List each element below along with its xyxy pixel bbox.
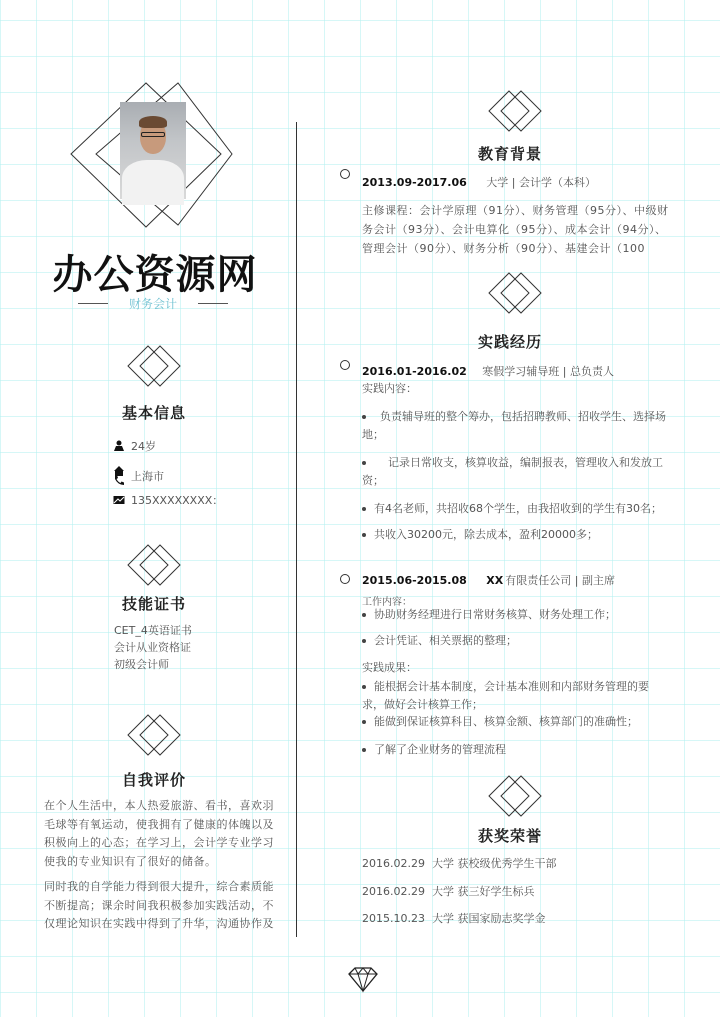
skill-item: 初级会计师 — [114, 658, 169, 671]
award-item: 2015.10.23 大学 获国家励志奖学金 — [362, 912, 546, 925]
practice-2-detail: 有限责任公司 | 副主席 — [505, 574, 615, 587]
practice-2-result-bullet: 能根据会计基本制度，会计基本准则和内部财务管理的要求，做好会计核算工作； — [362, 680, 649, 711]
practice-2-result-bullet: 能做到保证核算科目、核算金额、核算部门的准确性； — [362, 713, 672, 731]
education-entry-header — [362, 174, 596, 190]
education-period: 2013.09-2017.06 — [362, 176, 467, 189]
divider-right — [198, 303, 228, 304]
practice-2-period: 2015.06-2015.08 — [362, 574, 467, 587]
section-title-basic-info: 基本信息 — [121, 404, 186, 422]
practice-2-bullet: 协助财务经理进行日常财务核算、财务处理工作； — [362, 606, 672, 624]
subtitle-row — [78, 295, 228, 311]
education-detail: 大学 | 会计学（本科） — [486, 176, 596, 189]
diamond-icon — [126, 343, 182, 389]
self-eval-paragraph-2: 同时我的自学能力得到很大提升，综合素质能不断提高；课余时间我积极参加实践活动，不仅理论知识在实践中得到了升华，沟通协作及 — [44, 880, 274, 930]
section-title-practice: 实践经历 — [477, 333, 542, 351]
info-mail — [113, 492, 223, 508]
practice-entry-1-header — [362, 363, 614, 379]
practice-1-period: 2016.01-2016.02 — [362, 365, 467, 378]
info-age — [113, 438, 156, 454]
timeline-node — [340, 169, 350, 179]
practice-2-content-label: 工作内容： — [362, 597, 412, 608]
practice-1-bullet: 记录日常收支，核算收益，编制报表，管理收入和发放工资； — [362, 456, 663, 487]
practice-1-bullet: 负责辅导班的整个筹办，包括招聘教师、招收学生、选择场地； — [362, 410, 666, 441]
diamond-icon — [487, 88, 543, 134]
practice-entry-2-header — [362, 572, 615, 588]
resume-name: 办公资源网 — [52, 252, 258, 298]
mail-value: 135XXXXXXXX： — [131, 494, 224, 507]
profile-photo — [120, 102, 186, 199]
education-courses: 主修课程：会计学原理（91分）、财务管理（95分）、中级财务会计（93分）、会计电算化（95分）、成本会计（94分）、管理会计（90分）、财务分析（90分）、基建会计（100 — [362, 204, 669, 255]
diamond-icon — [126, 712, 182, 758]
divider-left — [78, 303, 108, 304]
practice-2-company-prefix: XX — [486, 574, 504, 587]
section-title-skills: 技能证书 — [121, 595, 186, 613]
practice-2-bullet: 会计凭证、相关票据的整理； — [362, 632, 672, 650]
job-title: 财务会计 — [128, 296, 177, 311]
phone-icon — [113, 474, 125, 486]
practice-2-result-label: 实践成果： — [362, 661, 417, 674]
skills-list — [114, 622, 224, 671]
diamond-icon — [487, 773, 543, 819]
practice-1-bullet: 有4名老师，共招收68个学生，由我招收到的学生有30名； — [362, 500, 672, 518]
diamond-gem-icon — [348, 966, 378, 992]
mail-icon — [113, 494, 125, 506]
practice-1-content-label: 实践内容： — [362, 382, 417, 395]
self-eval-paragraph-1: 在个人生活中，本人热爱旅游、看书，喜欢羽毛球等有氧运动，使我拥有了健康的体魄以及积极向上的心态；在学习上，会计学专业学习使我的专业知识有了很好的储备。 — [44, 799, 274, 868]
skill-item: CET_4英语证书 — [114, 624, 192, 637]
timeline-node — [340, 574, 350, 584]
timeline-node — [340, 360, 350, 370]
practice-1-bullet: 共收入30200元，除去成本，盈利20000多； — [362, 526, 672, 544]
award-item: 2016.02.29 大学 获校级优秀学生干部 — [362, 857, 557, 870]
age-value: 24岁 — [131, 440, 156, 453]
skill-item: 会计从业资格证 — [114, 641, 191, 654]
section-title-education: 教育背景 — [477, 145, 542, 163]
practice-2-result-bullet: 了解了企业财务的管理流程 — [362, 741, 672, 749]
section-title-awards: 获奖荣誉 — [477, 827, 542, 845]
diamond-icon — [487, 270, 543, 316]
location-value: 上海市 — [131, 470, 164, 483]
award-item: 2016.02.29 大学 获三好学生标兵 — [362, 885, 535, 898]
section-title-self-eval: 自我评价 — [121, 771, 186, 789]
timeline-divider — [296, 122, 297, 937]
person-icon — [113, 440, 125, 452]
diamond-icon — [126, 542, 182, 588]
info-phone — [113, 474, 131, 486]
practice-1-detail: 寒假学习辅导班 | 总负责人 — [482, 365, 614, 378]
